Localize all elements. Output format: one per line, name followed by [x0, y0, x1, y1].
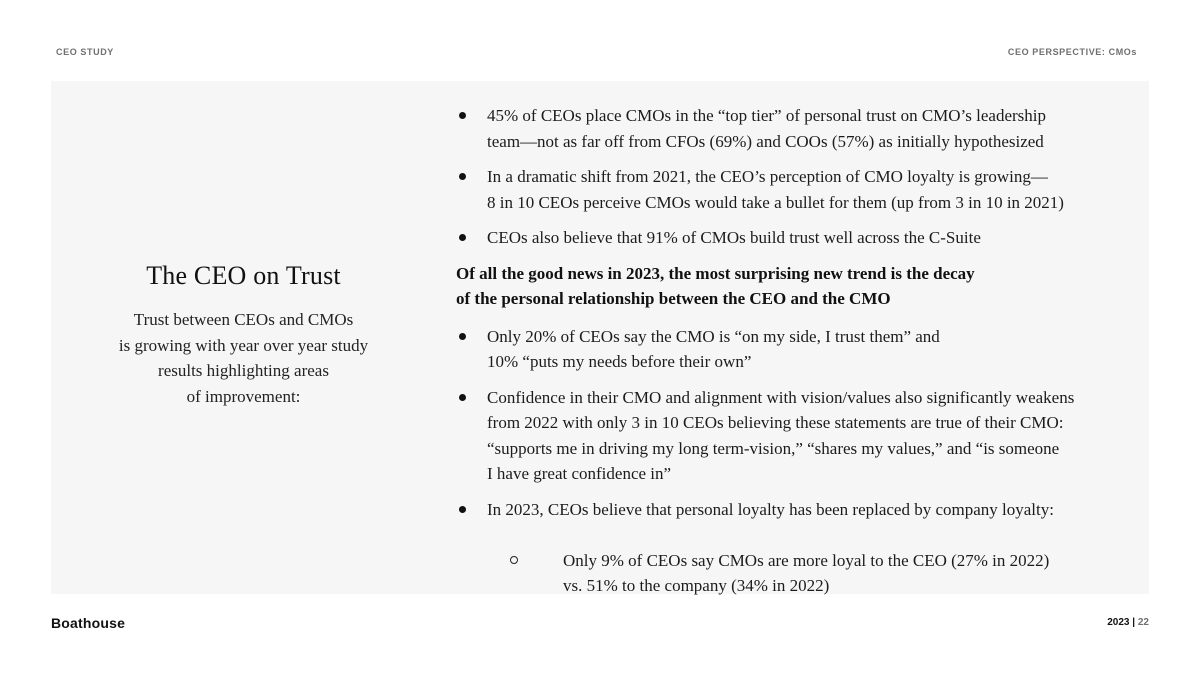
header-section-label: CEO STUDY	[56, 47, 114, 57]
bullet-text: 45% of CEOs place CMOs in the “top tier” of personal trust on CMO’s leadership team—not as far off from CFOs (69%) and COOs (57%) as initially hypothesized	[487, 106, 1047, 151]
brand-logo: Boathouse	[51, 615, 126, 631]
header-topic-label: CEO PERSPECTIVE: CMOs	[1007, 47, 1137, 57]
list-item	[456, 497, 1116, 660]
list-item	[456, 324, 1116, 375]
footer-year: 2023	[1107, 617, 1130, 628]
bullet-text: CEOs also believe that 91% of CMOs build trust well across the C-Suite	[487, 228, 981, 247]
bullet-dot-icon	[459, 333, 466, 340]
bottom-bullet-list	[456, 324, 1116, 660]
top-bullet-list	[456, 103, 1116, 251]
findings-column	[456, 103, 1116, 670]
sub-bullet-list	[487, 522, 1116, 634]
footer-page-number: 22	[1137, 617, 1149, 628]
bullet-text: In a dramatic shift from 2021, the CEO’s perception of CMO loyalty is growing— 8 in 10 CEOs perceive CMOs would take a bullet for them (up from 3 in 10 in 2021)	[487, 167, 1064, 212]
bullet-circle-icon	[510, 556, 518, 564]
bullet-dot-icon	[459, 506, 466, 513]
bullet-text: In 2023, CEOs believe that personal loyalty has been replaced by company loyalty:	[487, 499, 1054, 519]
summary-text: Trust between CEOs and CMOs is growing with year over year study results highlighting areas of improvement:	[118, 310, 369, 406]
list-item	[456, 103, 1116, 154]
slide-title: The CEO on Trust	[146, 261, 341, 290]
key-insight-heading: Of all the good news in 2023, the most surprising new trend is the decay of the personal relationship between the CEO and the CMO	[456, 263, 975, 308]
list-item	[456, 385, 1116, 487]
bullet-dot-icon	[459, 394, 466, 401]
left-summary	[111, 261, 376, 409]
bullet-dot-icon	[459, 112, 466, 119]
bullet-dot-icon	[459, 234, 466, 241]
bullet-text: Confidence in their CMO and alignment with vision/values also significantly weakens from 2022 with only 3 in 10 CEOs believing these statements are true of their CMO: “supports me in driving my long term-vision,” “shares my values,” and “is someone I have great confidence in”	[487, 387, 1075, 483]
footer-separator: |	[1132, 617, 1136, 628]
sub-list-item	[532, 548, 1116, 599]
content-panel	[51, 81, 1149, 594]
list-item	[456, 164, 1116, 215]
page-number	[1107, 617, 1149, 628]
bullet-text: Only 20% of CEOs say the CMO is “on my side, I trust them” and 10% “puts my needs before their own”	[487, 326, 940, 371]
list-item	[456, 225, 1116, 251]
sub-bullet-text: Only 9% of CEOs say CMOs are more loyal to the CEO (27% in 2022) vs. 51% to the company (34% in 2022)	[563, 550, 1050, 595]
bullet-dot-icon	[459, 173, 466, 180]
